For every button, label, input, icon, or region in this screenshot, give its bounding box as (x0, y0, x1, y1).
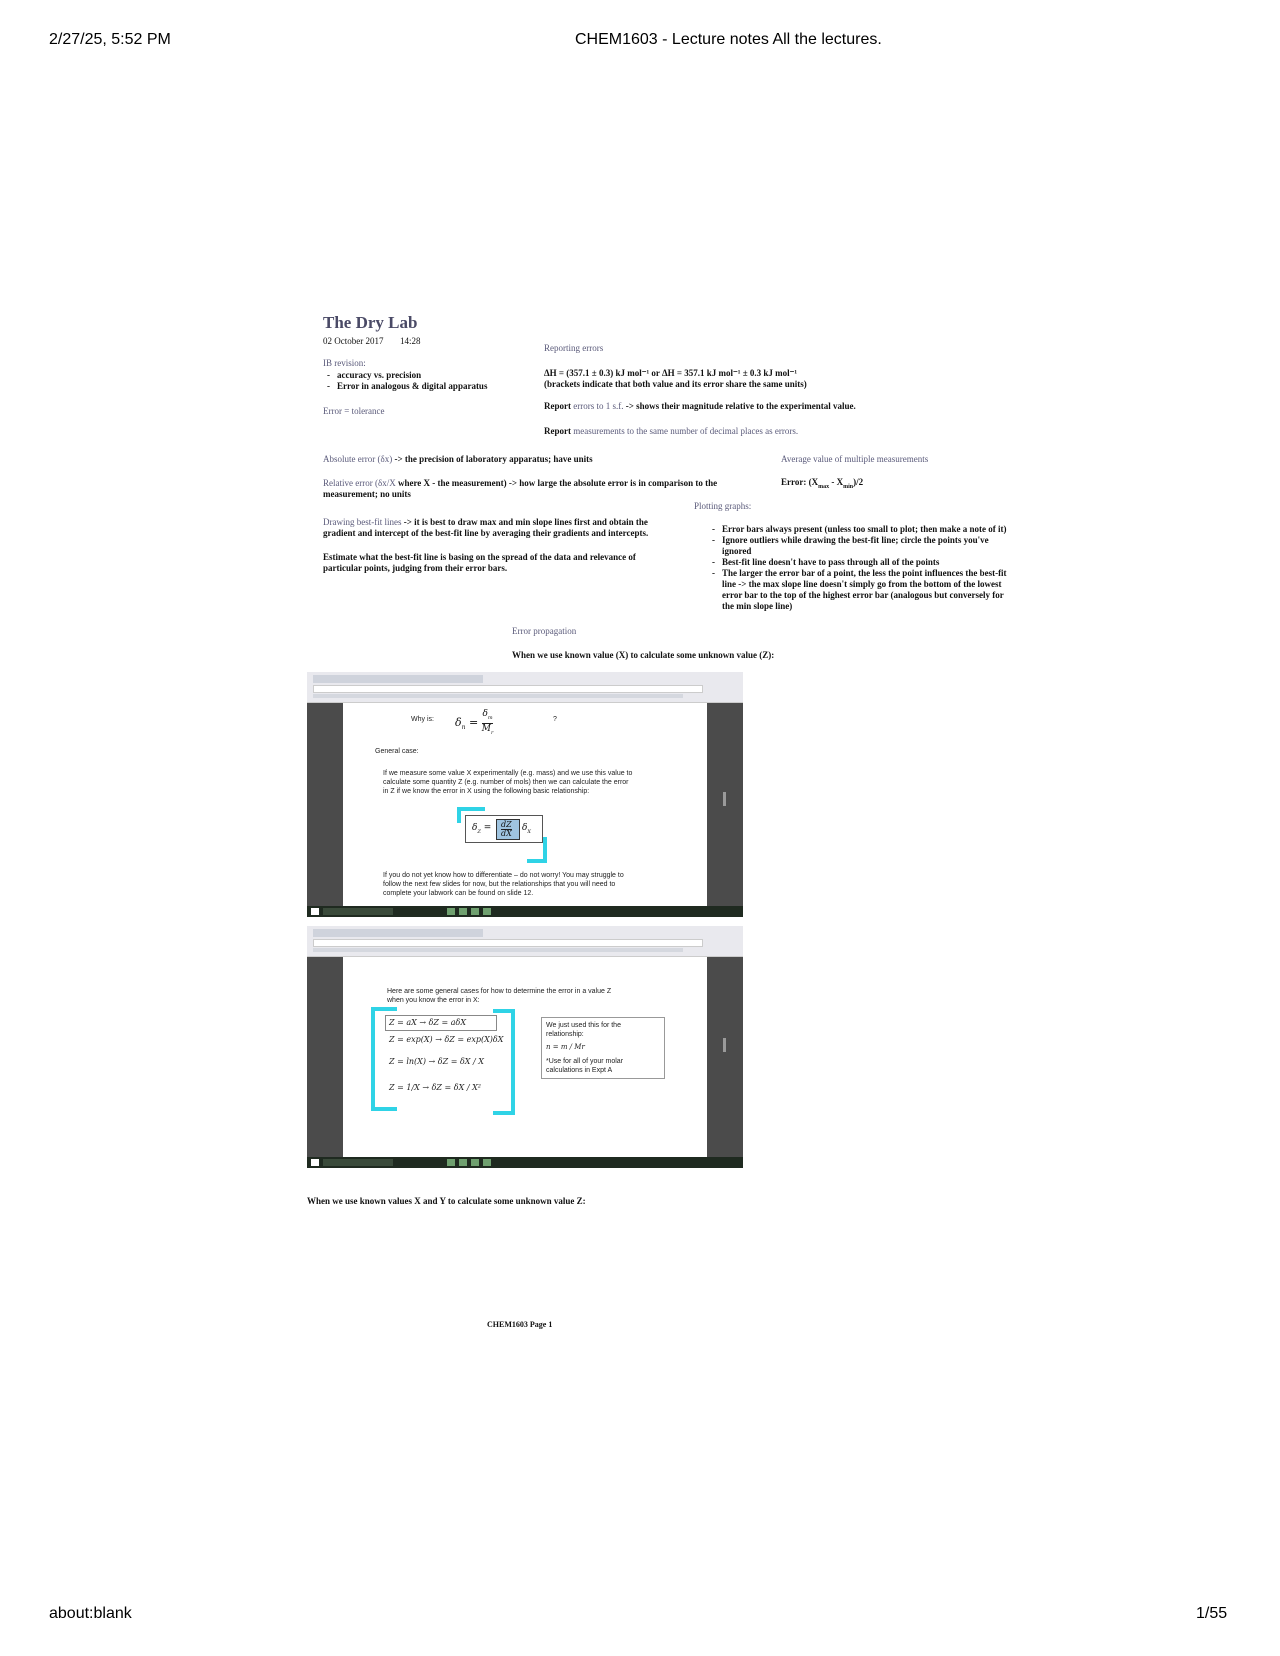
highlight-mark (493, 1111, 515, 1115)
note-title: The Dry Lab (323, 313, 418, 332)
list-item: - Error in analogous & digital apparatus (323, 381, 523, 392)
address-bar (313, 685, 703, 693)
taskbar-app-icon (471, 908, 479, 915)
note-date: 02 October 2017 (323, 336, 384, 346)
relative-error-line: Relative error (δx/X where X - the measurement) -> how large the absolute error is in comparison to the (323, 478, 718, 488)
plotting-list (708, 524, 1008, 612)
side-note-line: *Use for all of your molar (546, 1058, 624, 1065)
estimate-line-1: Estimate what the best-fit line is basing on the spread of the data and relevance of (323, 552, 636, 562)
slide2-intro-1: Here are some general cases for how to determine the error in a value Z (387, 988, 612, 995)
windows-start-icon (311, 1159, 319, 1166)
side-note-box (541, 1017, 665, 1079)
side-note-line: We just used this for the (546, 1022, 621, 1029)
absolute-error-line: Absolute error (δx) -> the precision of laboratory apparatus; have units (323, 454, 593, 464)
slide-2 (343, 957, 707, 1157)
bookmarks-bar (313, 948, 683, 952)
case-exponential: Z = exp(X) → δZ = exp(X)δX (389, 1035, 504, 1044)
bookmarks-bar (313, 694, 683, 698)
average-heading: Average value of multiple measurements (781, 454, 929, 464)
taskbar-app-icon (471, 1159, 479, 1166)
windows-start-icon (311, 908, 319, 915)
case-linear: Z = aX → δZ = aδX (389, 1018, 467, 1027)
error-tolerance: Error = tolerance (323, 406, 385, 416)
bestfit-line: Drawing best-fit lines -> it is best to draw max and min slope lines first and obtain the (323, 517, 648, 527)
case-logarithm: Z = ln(X) → δZ = δX / X (389, 1057, 484, 1066)
embedded-screenshot-1 (307, 672, 743, 917)
side-note-formula: n = m / Mr (546, 1043, 585, 1051)
slide-para-1: If we measure some value X experimentally (e.g. mass) and we use this value to (383, 770, 633, 777)
note-time: 14:28 (400, 336, 421, 346)
why-label: Why is: (411, 716, 434, 723)
slide-footer-3: complete your labwork can be found on slide 12. (383, 890, 534, 897)
taskbar (307, 1157, 743, 1168)
print-page-number: 1/55 (1196, 1605, 1228, 1622)
scrollbar-thumb (723, 792, 726, 806)
reporting-note: (brackets indicate that both value and its error share the same units) (544, 379, 807, 389)
error-formula-box: $\delta_Z$ = dZ dX $\delta_X$ (465, 815, 543, 843)
list-item: - Error bars always present (unless too small to plot; then make a note of it) (708, 524, 1008, 535)
slide-1 (343, 703, 707, 906)
address-bar (313, 939, 703, 947)
plotting-heading: Plotting graphs: (694, 501, 752, 511)
browser-chrome (307, 672, 743, 703)
case-reciprocal: Z = 1/X → δZ = δX / X² (389, 1083, 481, 1092)
browser-chrome (307, 926, 743, 957)
reporting-equation: ΔH = (357.1 ± 0.3) kJ mol⁻¹ or ΔH = 357.1 kJ mol⁻¹ ± 0.3 kJ mol⁻¹ (544, 368, 798, 378)
highlight-mark (511, 1009, 515, 1115)
report-errors-line: Report errors to 1 s.f. -> shows their magnitude relative to the experimental value. (544, 401, 856, 411)
taskbar-app-icon (447, 908, 455, 915)
average-error: Error: $(X_{max} - X_{min})/2$ (781, 477, 864, 490)
taskbar-search (323, 1159, 393, 1166)
list-item: - Best-fit line doesn't have to pass through all of the points (708, 557, 1008, 568)
slide-footer-2: follow the next few slides for now, but the relationships that you will need to (383, 881, 616, 888)
report-measurements-line: Report measurements to the same number of decimal places as errors. (544, 426, 799, 436)
slide-para-2: calculate some quantity Z (e.g. number of mols) then we can calculate the error (383, 779, 629, 786)
propagation-heading: Error propagation (512, 626, 577, 636)
highlight-mark (527, 859, 547, 863)
browser-tabs (313, 929, 483, 937)
print-url: about:blank (49, 1605, 132, 1622)
highlight-mark (457, 807, 485, 811)
list-item: - Ignore outliers while drawing the best-fit line; circle the points you've ignored (708, 535, 1008, 557)
ib-list (323, 370, 523, 392)
reporting-heading: Reporting errors (544, 343, 604, 353)
note-page-label: CHEM1603 Page 1 (487, 1320, 553, 1329)
highlight-mark (371, 1007, 397, 1011)
print-datetime: 2/27/25, 5:52 PM (49, 31, 171, 48)
ib-heading: IB revision: (323, 358, 366, 368)
taskbar-app-icon (459, 1159, 467, 1166)
highlight-mark (371, 1107, 397, 1111)
slide-para-3: in Z if we know the error in X using the following basic relationship: (383, 788, 590, 795)
question-mark: ? (553, 716, 557, 723)
list-item: - The larger the error bar of a point, the less the point influences the best-fit line -> the max slope line doesn't simply go from the bottom of the lowest error bar to the top of the highest error bar (analogous but conversely for the min slope line) (708, 568, 1008, 612)
side-note-line: relationship: (546, 1031, 584, 1038)
taskbar-search (323, 908, 393, 915)
taskbar-app-icon (447, 1159, 455, 1166)
taskbar-app-icon (483, 1159, 491, 1166)
highlight-mark (493, 1009, 515, 1013)
slide2-intro-2: when you know the error in X: (387, 997, 480, 1004)
highlight-mark (371, 1007, 375, 1111)
propagation-text: When we use known value (X) to calculate some unknown value (Z): (512, 650, 775, 660)
general-case-label: General case: (375, 748, 419, 755)
embedded-screenshot-2 (307, 926, 743, 1168)
slide-footer-1: If you do not yet know how to differentiate – do not worry! You may struggle to (383, 872, 624, 879)
list-item: - accuracy vs. precision (323, 370, 523, 381)
side-note-line: calculations in Expt A (546, 1067, 613, 1074)
taskbar (307, 906, 743, 917)
scrollbar-thumb (723, 1038, 726, 1052)
estimate-line-2: particular points, judging from their error bars. (323, 563, 508, 573)
print-doc-title: CHEM1603 - Lecture notes All the lectures. (575, 31, 882, 48)
taskbar-app-icon (459, 908, 467, 915)
two-values-text: When we use known values X and Y to calculate some unknown value Z: (307, 1196, 586, 1206)
highlight-mark (457, 807, 461, 823)
bestfit-line-2: gradient and intercept of the best-fit line by averaging their gradients and intercepts. (323, 528, 649, 538)
why-formula: $\delta_n$ = $\frac{\delta_m}{M_r}$ (455, 709, 494, 736)
taskbar-app-icon (483, 908, 491, 915)
relative-error-line-2: measurement; no units (323, 489, 411, 499)
browser-tabs (313, 675, 483, 683)
